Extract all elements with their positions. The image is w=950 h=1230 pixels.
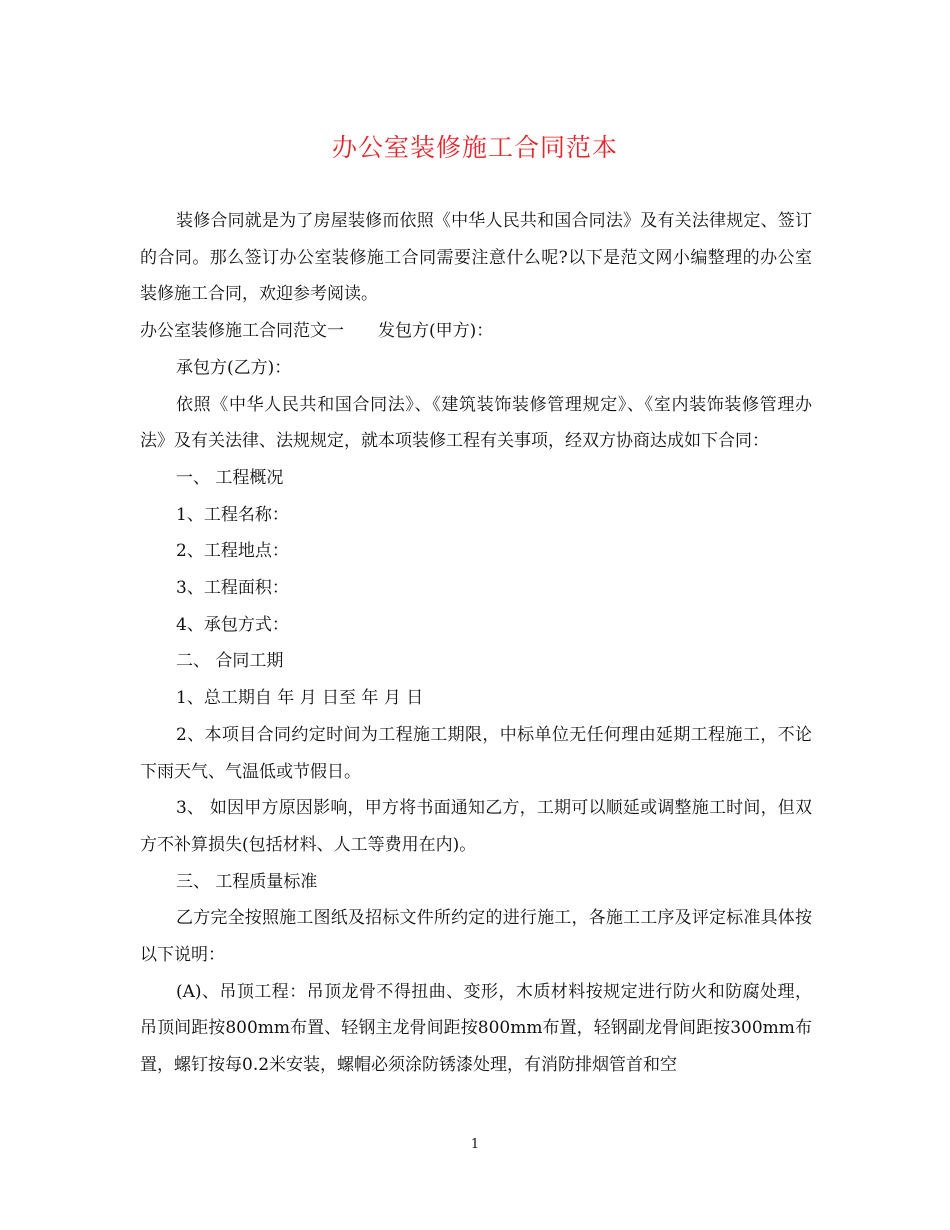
paragraph: 办公室装修施工合同范文一 发包方(甲方)： <box>140 321 494 342</box>
paragraph: 一、 工程概况 <box>176 467 284 488</box>
paragraph: 4、承包方式： <box>176 614 289 635</box>
document-title: 办公室装修施工合同范本 <box>331 133 618 162</box>
paragraph: 2、工程地点： <box>176 541 289 562</box>
paragraph: (A)、吊顶工程：吊顶龙骨不得扭曲、变形，木质材料按规定进行防火和防腐处理，吊顶间距按800mm布置、轻钢主龙骨间距按800mm布置，轻钢副龙骨间距按300mm布置，螺钉按每0.2米安装，螺帽必须涂防锈漆处理，有消防排烟管首和空 <box>140 981 812 1076</box>
paragraph: 装修合同就是为了房屋装修而依照《中华人民共和国合同法》及有关法律规定、签订的合同。那么签订办公室装修施工合同需要注意什么呢?以下是范文网小编整理的办公室装修施工合同，欢迎参考阅读。 <box>140 211 812 305</box>
page-number: 1 <box>470 1137 480 1152</box>
paragraph: 2、本项目合同约定时间为工程施工期限，中标单位无任何理由延期工程施工，不论下雨天气、气温低或节假日。 <box>140 724 812 782</box>
paragraph: 三、 工程质量标准 <box>176 871 318 892</box>
paragraph: 1、总工期自 年 月 日至 年 月 日 <box>176 688 424 709</box>
paragraph: 1、工程名称： <box>176 504 289 525</box>
paragraph: 依照《中华人民共和国合同法》、《建筑装饰装修管理规定》、《室内装饰装修管理办法》及有关法律、法规规定，就本项装修工程有关事项，经双方协商达成如下合同： <box>140 394 812 452</box>
paragraph: 承包方(乙方)： <box>176 357 292 378</box>
paragraph: 乙方完全按照施工图纸及招标文件所约定的进行施工，各施工工序及评定标准具体按以下说明： <box>140 908 812 966</box>
paragraph: 3、 如因甲方原因影响，甲方将书面通知乙方，工期可以顺延或调整施工时间，但双方不补算损失(包括材料、人工等费用在内)。 <box>140 798 812 855</box>
paragraph: 二、 合同工期 <box>176 651 284 672</box>
paragraph: 3、工程面积： <box>176 578 289 599</box>
document-body <box>140 203 812 1084</box>
